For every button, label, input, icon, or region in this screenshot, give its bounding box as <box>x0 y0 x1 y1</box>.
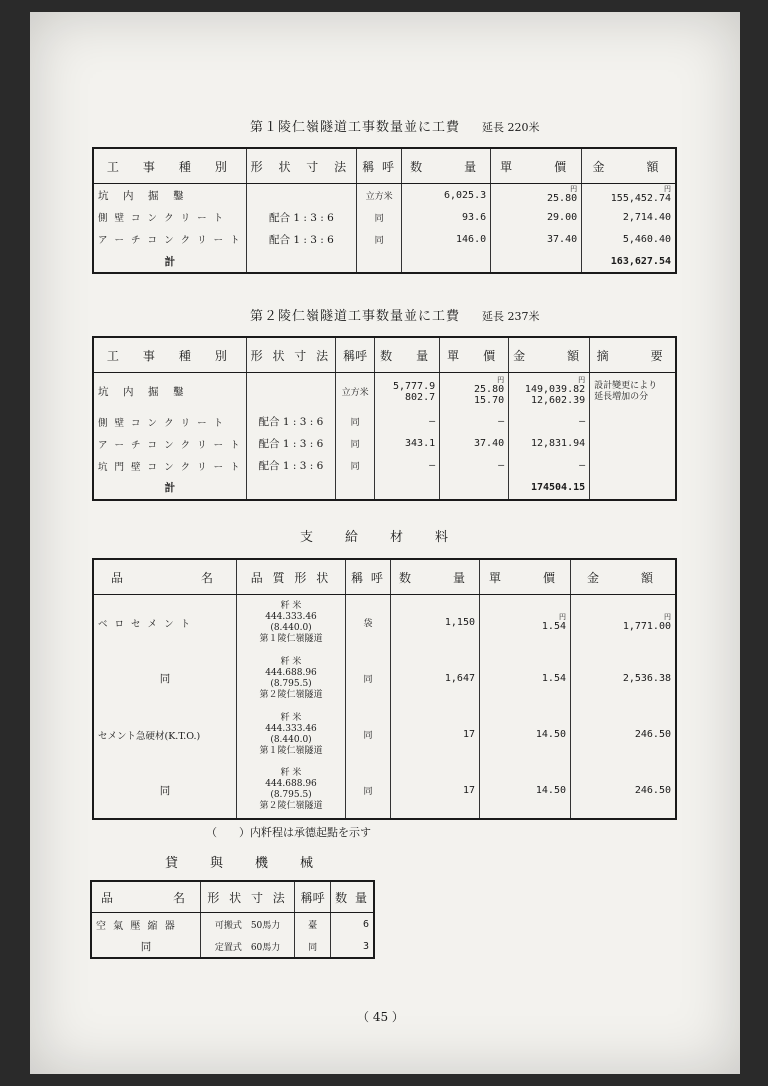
table-row <box>93 595 676 651</box>
item-price: 14.50 <box>480 707 571 763</box>
spec-line: 444.688.96 <box>265 667 317 678</box>
spec-line: 粁 米 <box>280 712 302 723</box>
item-amount: 2,536.38 <box>571 651 677 707</box>
yen-mark: 円 <box>559 612 566 621</box>
item-qty: 5,777.9 <box>392 380 436 392</box>
header-cell: 形 状 寸 法 <box>246 148 356 184</box>
item-name: 坑 門 壁 コ ン ク リ ー ト <box>98 461 242 473</box>
table3 <box>92 558 677 820</box>
table1-title: 第１陵仁嶺隧道工事数量並に工費 延長 220米 <box>250 120 540 135</box>
spec-line: 粁 米 <box>280 656 302 667</box>
header-cell: 單 價 <box>440 337 509 373</box>
table4-header-row <box>91 881 374 913</box>
table2 <box>92 336 677 501</box>
item-unit: 臺 <box>295 913 331 936</box>
item-price: 25.80 <box>547 193 578 204</box>
item-name: 空 氣 壓 縮 器 <box>96 920 177 932</box>
table-row <box>91 913 374 936</box>
header-cell: 工 事 種 別 <box>93 337 246 373</box>
item-name: 同 <box>159 673 171 685</box>
item-name: 同 <box>159 784 171 797</box>
yen-mark: 円 <box>570 185 578 193</box>
item-note-2: 延長増加の分 <box>594 391 649 402</box>
item-name: ベ ロ セ メ ン ト <box>98 618 193 630</box>
item-qty: 93.6 <box>402 206 491 228</box>
item-unit: 同 <box>357 228 402 250</box>
item-amount: 149,039.82 <box>524 384 586 396</box>
item-shape: 配合 1 : 3 : 6 <box>246 228 356 250</box>
header-cell: 数 量 <box>402 148 491 184</box>
item-unit: 同 <box>346 651 391 707</box>
item-qty: 3 <box>331 935 374 958</box>
item-qty: — <box>375 411 440 433</box>
item-name: ア ー チ コ ン ク リ ー ト <box>98 439 242 451</box>
item-price-2: 15.70 <box>474 395 505 407</box>
table2-title: 第２陵仁嶺隧道工事数量並に工費 延長 237米 <box>250 309 540 324</box>
header-cell: 稱 呼 <box>357 148 402 184</box>
table3-note: （ ）内粁程は承德起點を示す <box>206 826 371 839</box>
item-spec: 定置式 60馬力 <box>200 935 294 958</box>
header-cell: 摘 要 <box>590 337 676 373</box>
header-cell: 金 額 <box>582 148 676 184</box>
page-number: （ 45 ） <box>357 1010 404 1024</box>
item-name: ア ー チ コ ン ク リ ー ト <box>98 235 242 246</box>
item-amount: 246.50 <box>571 707 677 763</box>
item-amount: 155,452.74 <box>610 193 671 204</box>
item-amount: 2,714.40 <box>582 206 676 228</box>
item-spec: 可搬式 50馬力 <box>200 913 294 936</box>
item-name: 側 壁 コ ン ク リ ー ト <box>98 213 226 224</box>
table-row <box>93 373 676 411</box>
total-label: 計 <box>164 482 176 494</box>
item-price: 25.80 <box>474 384 505 396</box>
header-cell: 形 状 寸 法 <box>246 337 335 373</box>
header-cell: 品 名 <box>91 881 200 913</box>
table3-header-row <box>93 559 676 595</box>
item-unit: 同 <box>336 433 375 455</box>
item-qty: 343.1 <box>375 433 440 455</box>
table-row <box>93 411 676 433</box>
item-qty-2: 802.7 <box>405 391 436 403</box>
table-row <box>93 651 676 707</box>
spec-line: (8.795.5) <box>270 790 312 800</box>
item-name: 同 <box>140 940 152 953</box>
item-qty: 146.0 <box>402 228 491 250</box>
spec-line: 第１陵仁嶺隧道 <box>259 633 323 644</box>
item-shape <box>246 184 356 207</box>
spec-line: 444.333.46 <box>265 611 317 622</box>
item-amount: — <box>509 411 590 433</box>
spec-line: (8.795.5) <box>270 678 312 689</box>
header-cell: 品 名 <box>93 559 237 595</box>
spec-line: 第１陵仁嶺隧道 <box>259 745 323 756</box>
item-qty: 17 <box>391 707 480 763</box>
header-cell: 金 額 <box>509 337 590 373</box>
table2-header-row <box>93 337 676 373</box>
item-price: — <box>440 411 509 433</box>
yen-mark: 円 <box>497 376 505 385</box>
header-cell: 稱 呼 <box>346 559 391 595</box>
total-label: 計 <box>164 255 176 268</box>
table-total-row <box>93 250 676 273</box>
item-qty: 17 <box>391 763 480 819</box>
item-unit: 同 <box>346 763 391 819</box>
item-name: 坑 内 掘 鑿 <box>98 189 186 202</box>
header-cell: 稱呼 <box>295 881 331 913</box>
item-price: 37.40 <box>491 228 582 250</box>
spec-line: (8.440.0) <box>270 734 312 745</box>
header-cell: 数 量 <box>391 559 480 595</box>
table-row <box>93 206 676 228</box>
spec-line: 粁 米 <box>280 768 302 778</box>
item-unit: 同 <box>295 935 331 958</box>
item-name: セメント急硬材(K.T.O.) <box>98 730 201 742</box>
item-qty: 1,150 <box>391 595 480 651</box>
item-unit: 同 <box>346 707 391 763</box>
item-unit: 袋 <box>346 595 391 651</box>
item-price: 29.00 <box>491 206 582 228</box>
table-row <box>93 184 676 207</box>
yen-mark: 円 <box>578 376 586 385</box>
header-cell: 單 價 <box>491 148 582 184</box>
item-unit: 同 <box>336 455 375 477</box>
spec-line: 444.333.46 <box>265 723 317 734</box>
item-unit: 同 <box>357 206 402 228</box>
item-shape: 配合 1 : 3 : 6 <box>246 455 335 477</box>
item-unit: 同 <box>336 411 375 433</box>
item-unit: 立方米 <box>357 184 402 207</box>
table4 <box>90 880 375 959</box>
spec-line: 第２陵仁嶺隧道 <box>259 801 323 811</box>
header-cell: 形 状 寸 法 <box>200 881 294 913</box>
header-cell: 金 額 <box>571 559 677 595</box>
item-shape: 配合 1 : 3 : 6 <box>246 411 335 433</box>
yen-mark: 円 <box>664 185 671 193</box>
table-row <box>93 433 676 455</box>
total-amount: 163,627.54 <box>582 250 676 273</box>
yen-mark: 円 <box>664 612 671 621</box>
item-qty: 6,025.3 <box>402 184 491 207</box>
item-qty: 1,647 <box>391 651 480 707</box>
header-cell: 工 事 種 別 <box>93 148 246 184</box>
item-price: 14.50 <box>480 763 571 819</box>
item-shape: 配合 1 : 3 : 6 <box>246 433 335 455</box>
item-amount: 246.50 <box>571 763 677 819</box>
spec-line: (8.440.0) <box>270 622 312 633</box>
table-total-row <box>93 477 676 500</box>
item-name: 坑 内 掘 鑿 <box>98 386 186 399</box>
table-row <box>93 455 676 477</box>
item-name: 側 壁 コ ン ク リ ー ト <box>98 417 226 429</box>
item-qty: — <box>375 455 440 477</box>
item-amount-2: 12,602.39 <box>530 395 586 407</box>
item-note: 設計變更により <box>594 380 658 391</box>
table4-title: 貸 與 機 械 <box>165 856 316 871</box>
table3-title: 支 給 材 料 <box>300 530 451 545</box>
item-shape: 配合 1 : 3 : 6 <box>246 206 356 228</box>
header-cell: 單 價 <box>480 559 571 595</box>
item-amount: 1,771.00 <box>622 620 671 632</box>
table1 <box>92 147 677 274</box>
table-row <box>93 763 676 819</box>
spec-line: 444.688.96 <box>265 779 317 789</box>
header-cell: 稱呼 <box>336 337 375 373</box>
item-price: 1.54 <box>480 651 571 707</box>
table1-header-row <box>93 148 676 184</box>
item-amount: 12,831.94 <box>509 433 590 455</box>
item-amount: 5,460.40 <box>582 228 676 250</box>
item-price: 1.54 <box>541 620 566 632</box>
spec-line: 第２陵仁嶺隧道 <box>259 689 323 700</box>
item-unit: 立方米 <box>336 373 375 411</box>
item-amount: — <box>509 455 590 477</box>
total-amount: 174504.15 <box>509 477 590 500</box>
header-cell: 品 質 形 状 <box>237 559 346 595</box>
item-price: 37.40 <box>440 433 509 455</box>
spec-line: 粁 米 <box>280 600 302 611</box>
item-price: — <box>440 455 509 477</box>
header-cell: 数 量 <box>375 337 440 373</box>
header-cell: 数 量 <box>331 881 374 913</box>
table-row <box>93 228 676 250</box>
table-row <box>91 935 374 958</box>
item-qty: 6 <box>331 913 374 936</box>
table-row <box>93 707 676 763</box>
